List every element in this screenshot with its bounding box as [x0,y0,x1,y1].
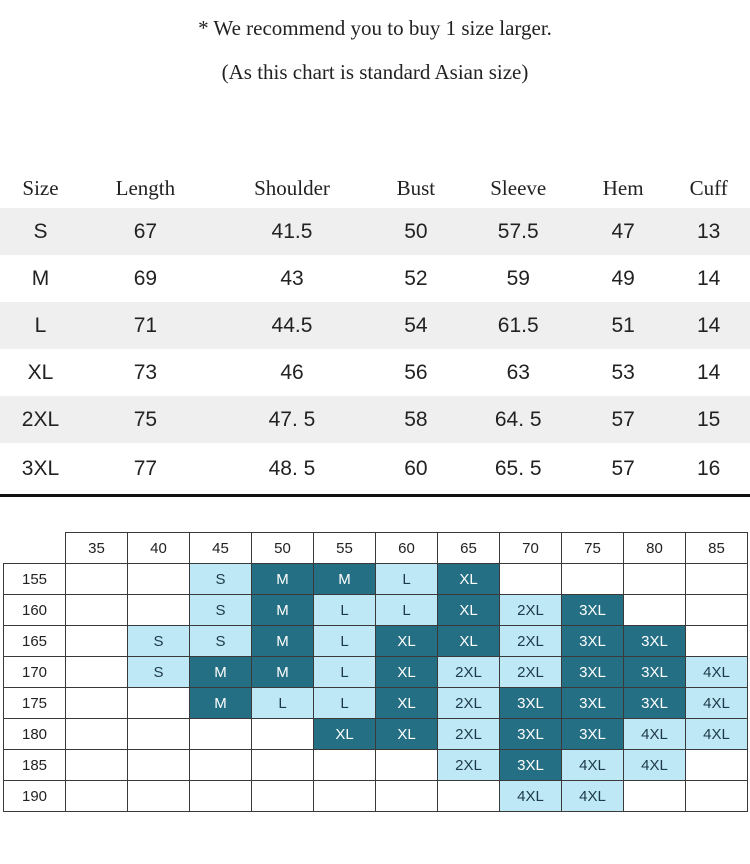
cell-size: L [0,302,81,349]
size-cell: XL [376,626,438,657]
cell-hem: 53 [611,360,635,384]
cell-bust: 54 [374,302,457,349]
height-label: 175 [4,688,66,719]
size-cell: L [314,688,376,719]
size-cell [686,595,748,626]
height-row [4,626,748,657]
size-cell [190,750,252,781]
size-cell [686,626,748,657]
height-label: 180 [4,719,66,750]
size-cell [128,719,190,750]
size-cell: 3XL [624,657,686,688]
height-row [4,688,748,719]
size-cell: 2XL [500,657,562,688]
cell-shoulder: 41.5 [210,208,374,255]
cell-size: 3XL [21,456,60,480]
height-label: 185 [4,750,66,781]
size-cell [624,564,686,595]
size-cell: 3XL [624,626,686,657]
weight-header-row [4,533,748,564]
size-cell: 2XL [438,657,500,688]
weight-header: 40 [128,533,190,564]
size-cell [128,750,190,781]
header-length: Length [115,175,176,200]
size-cell: 4XL [624,750,686,781]
size-cell [66,564,128,595]
header-cuff: Cuff [689,175,728,200]
header-shoulder: Shoulder [254,175,330,200]
cell-bust: 60 [404,456,428,480]
size-cell: 4XL [686,719,748,750]
size-cell: M [252,564,314,595]
size-cell: L [376,564,438,595]
size-cell [314,781,376,812]
height-label: 190 [4,781,66,812]
size-cell: XL [438,564,500,595]
size-cell: M [252,595,314,626]
size-cell: 4XL [624,719,686,750]
cell-bust: 56 [404,360,428,384]
height-label: 155 [4,564,66,595]
cell-size: S [0,208,81,255]
cell-shoulder: 48. 5 [268,456,316,480]
size-cell: XL [376,657,438,688]
size-cell: XL [438,626,500,657]
size-cell: 3XL [562,688,624,719]
size-row [0,396,750,443]
size-cell [128,688,190,719]
size-cell: XL [438,595,500,626]
size-cell [562,564,624,595]
cell-shoulder: 43 [280,266,304,290]
header-size: Size [22,175,59,200]
recommendation-note: * We recommend you to buy 1 size larger. [198,16,552,40]
cell-shoulder: 46 [280,360,304,384]
cell-hem: 49 [611,266,635,290]
height-label: 170 [4,657,66,688]
size-cell: S [190,626,252,657]
height-row [4,781,748,812]
cell-shoulder: 47. 5 [210,396,374,443]
size-cell: XL [314,719,376,750]
size-cell [128,781,190,812]
cell-sleeve: 61.5 [458,302,579,349]
size-cell [66,657,128,688]
weight-header: 45 [190,533,252,564]
size-cell: 4XL [562,781,624,812]
cell-cuff: 14 [696,266,721,290]
size-cell: 2XL [500,626,562,657]
cell-sleeve: 65. 5 [494,456,542,480]
size-cell [66,719,128,750]
size-cell: 4XL [562,750,624,781]
cell-length: 67 [81,208,210,255]
size-cell: L [376,595,438,626]
size-cell [128,564,190,595]
size-cell: 2XL [438,688,500,719]
size-cell [686,781,748,812]
size-cell: 4XL [686,688,748,719]
height-label: 160 [4,595,66,626]
header-bust: Bust [396,175,436,200]
size-cell: 4XL [686,657,748,688]
size-cell [66,781,128,812]
header-sleeve: Sleeve [490,175,547,200]
size-cell [686,564,748,595]
cell-length: 69 [133,266,158,290]
size-table-header-row [0,168,750,208]
cell-size: XL [27,360,54,384]
cell-length: 71 [81,302,210,349]
asian-size-note: (As this chart is standard Asian size) [221,60,529,84]
size-cell: M [190,657,252,688]
size-cell: L [314,657,376,688]
size-cell: 3XL [562,719,624,750]
weight-header: 70 [500,533,562,564]
cell-cuff: 16 [696,456,721,480]
weight-header: 35 [66,533,128,564]
size-cell [376,750,438,781]
height-row [4,657,748,688]
size-cell: XL [376,719,438,750]
cell-cuff: 14 [667,302,750,349]
cell-bust: 58 [374,396,457,443]
size-cell: S [128,657,190,688]
size-cell [438,781,500,812]
size-row [0,302,750,349]
cell-hem: 47 [579,208,667,255]
cell-cuff: 13 [667,208,750,255]
size-cell: 3XL [562,595,624,626]
cell-hem: 57 [579,396,667,443]
section-divider [0,494,750,497]
cell-sleeve: 57.5 [458,208,579,255]
size-cell [252,719,314,750]
size-cell: 3XL [500,688,562,719]
size-cell [376,781,438,812]
size-cell: 3XL [562,626,624,657]
size-cell [66,750,128,781]
size-cell: 3XL [562,657,624,688]
size-cell: XL [376,688,438,719]
size-cell [686,750,748,781]
weight-header: 65 [438,533,500,564]
size-cell [66,595,128,626]
height-row [4,595,748,626]
size-row [0,208,750,255]
cell-size: 2XL [0,396,81,443]
height-label: 165 [4,626,66,657]
size-cell [66,688,128,719]
cell-length: 73 [133,360,158,384]
size-row [0,443,750,494]
weight-header: 75 [562,533,624,564]
cell-sleeve: 63 [506,360,530,384]
cell-length: 77 [133,456,158,480]
size-cell: L [252,688,314,719]
weight-header: 85 [686,533,748,564]
weight-header: 60 [376,533,438,564]
size-cell: S [128,626,190,657]
weight-header: 80 [624,533,686,564]
cell-length: 75 [81,396,210,443]
size-cell: M [190,688,252,719]
size-cell: S [190,564,252,595]
size-row [0,349,750,396]
size-cell [190,719,252,750]
size-row [0,255,750,302]
cell-sleeve: 64. 5 [458,396,579,443]
size-cell: M [252,657,314,688]
cell-size: M [31,266,50,290]
height-row [4,564,748,595]
size-cell [190,781,252,812]
cell-shoulder: 44.5 [210,302,374,349]
grid-corner [4,533,66,564]
size-cell: 4XL [500,781,562,812]
size-cell: M [314,564,376,595]
size-cell: L [314,595,376,626]
size-cell [624,781,686,812]
size-cell: 3XL [624,688,686,719]
size-cell: 2XL [438,719,500,750]
size-measurement-table [0,168,750,494]
height-row [4,750,748,781]
header-hem: Hem [602,175,644,200]
size-cell [500,564,562,595]
cell-bust: 52 [404,266,428,290]
height-weight-size-grid [3,532,748,812]
size-cell [252,750,314,781]
size-cell: 3XL [500,750,562,781]
size-cell [66,626,128,657]
size-cell: M [252,626,314,657]
size-cell: 2XL [500,595,562,626]
cell-bust: 50 [374,208,457,255]
size-cell [252,781,314,812]
cell-hem: 51 [579,302,667,349]
size-cell [624,595,686,626]
size-cell: L [314,626,376,657]
cell-cuff: 14 [696,360,721,384]
size-cell: S [190,595,252,626]
size-cell [128,595,190,626]
cell-cuff: 15 [667,396,750,443]
size-cell [314,750,376,781]
cell-sleeve: 59 [506,266,530,290]
size-cell: 3XL [500,719,562,750]
weight-header: 50 [252,533,314,564]
size-cell: 2XL [438,750,500,781]
weight-header: 55 [314,533,376,564]
cell-hem: 57 [611,456,635,480]
height-row [4,719,748,750]
